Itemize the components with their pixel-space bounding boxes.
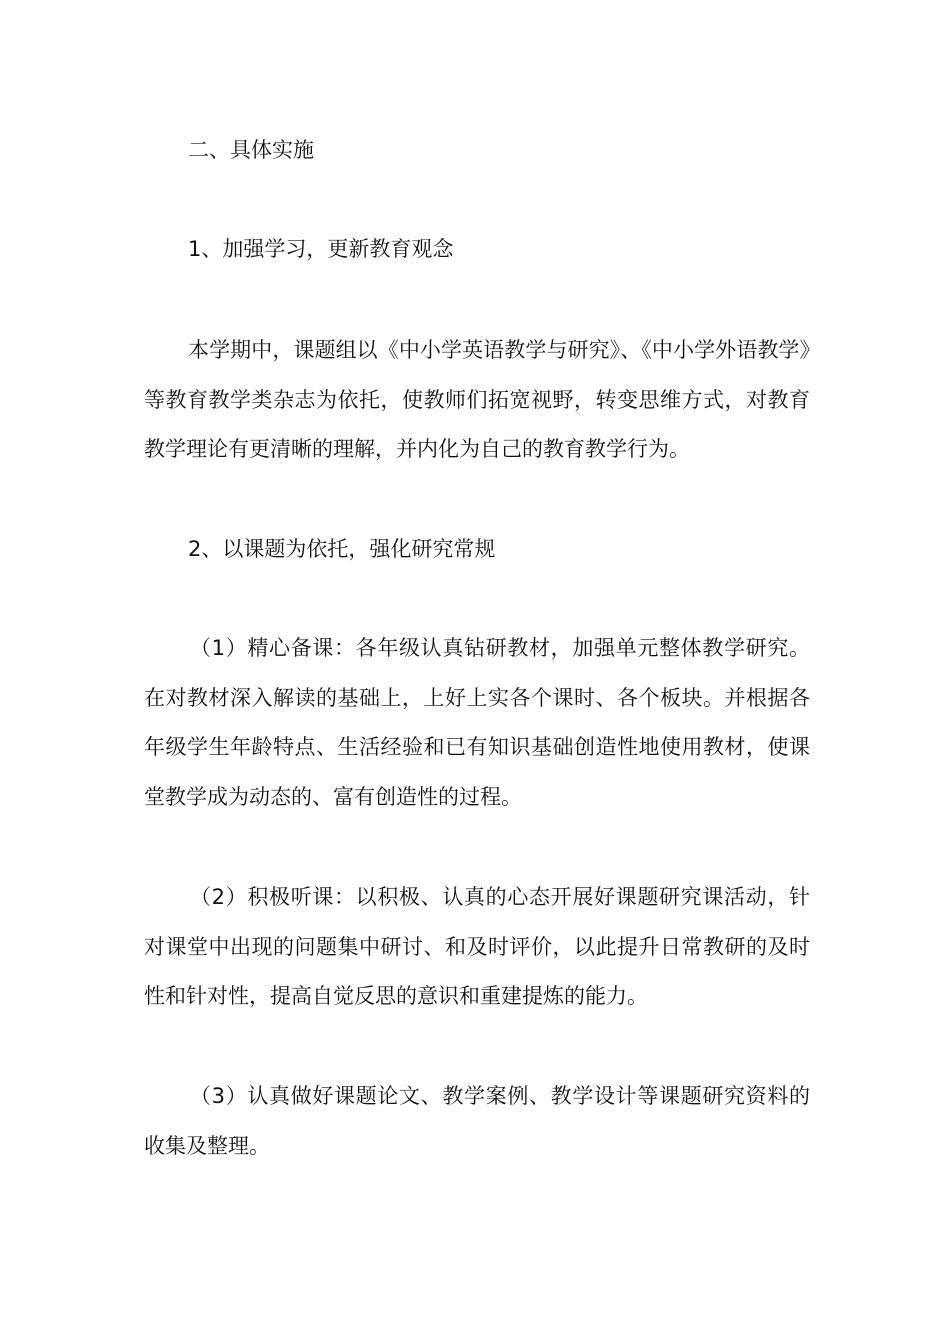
paragraph-1: 本学期中，课题组以《中小学英语教学与研究》、《中小学外语教学》等教育教学类杂志为依托，使教师们拓宽视野，转变思维方式，对教育教学理论有更清晰的理解，并内化为自己的教育教学行为。 <box>144 338 810 461</box>
list-item-3: （3）认真做好课题论文、教学案例、教学设计等课题研究资料的收集及整理。 <box>144 1084 810 1158</box>
section-heading: 二、具体实施 <box>188 138 314 162</box>
subheading-2: 2、以课题为依托，强化研究常规 <box>188 537 496 561</box>
list-item-1: （1）精心备课：各年级认真钻研教材，加强单元整体教学研究。在对教材深入解读的基础上，上好上实各个课时、各个板块。并根据各年级学生年龄特点、生活经验和已有知识基础创造性地使用教材，使课堂教学成为动态的、富有创造性的过程。 <box>144 636 810 809</box>
subheading-1: 1、加强学习，更新教育观念 <box>188 237 454 261</box>
list-item-2: （2）积极听课：以积极、认真的心态开展好课题研究课活动，针对课堂中出现的问题集中研讨、和及时评价，以此提升日常教研的及时性和针对性，提高自觉反思的意识和重建提炼的能力。 <box>144 885 810 1008</box>
